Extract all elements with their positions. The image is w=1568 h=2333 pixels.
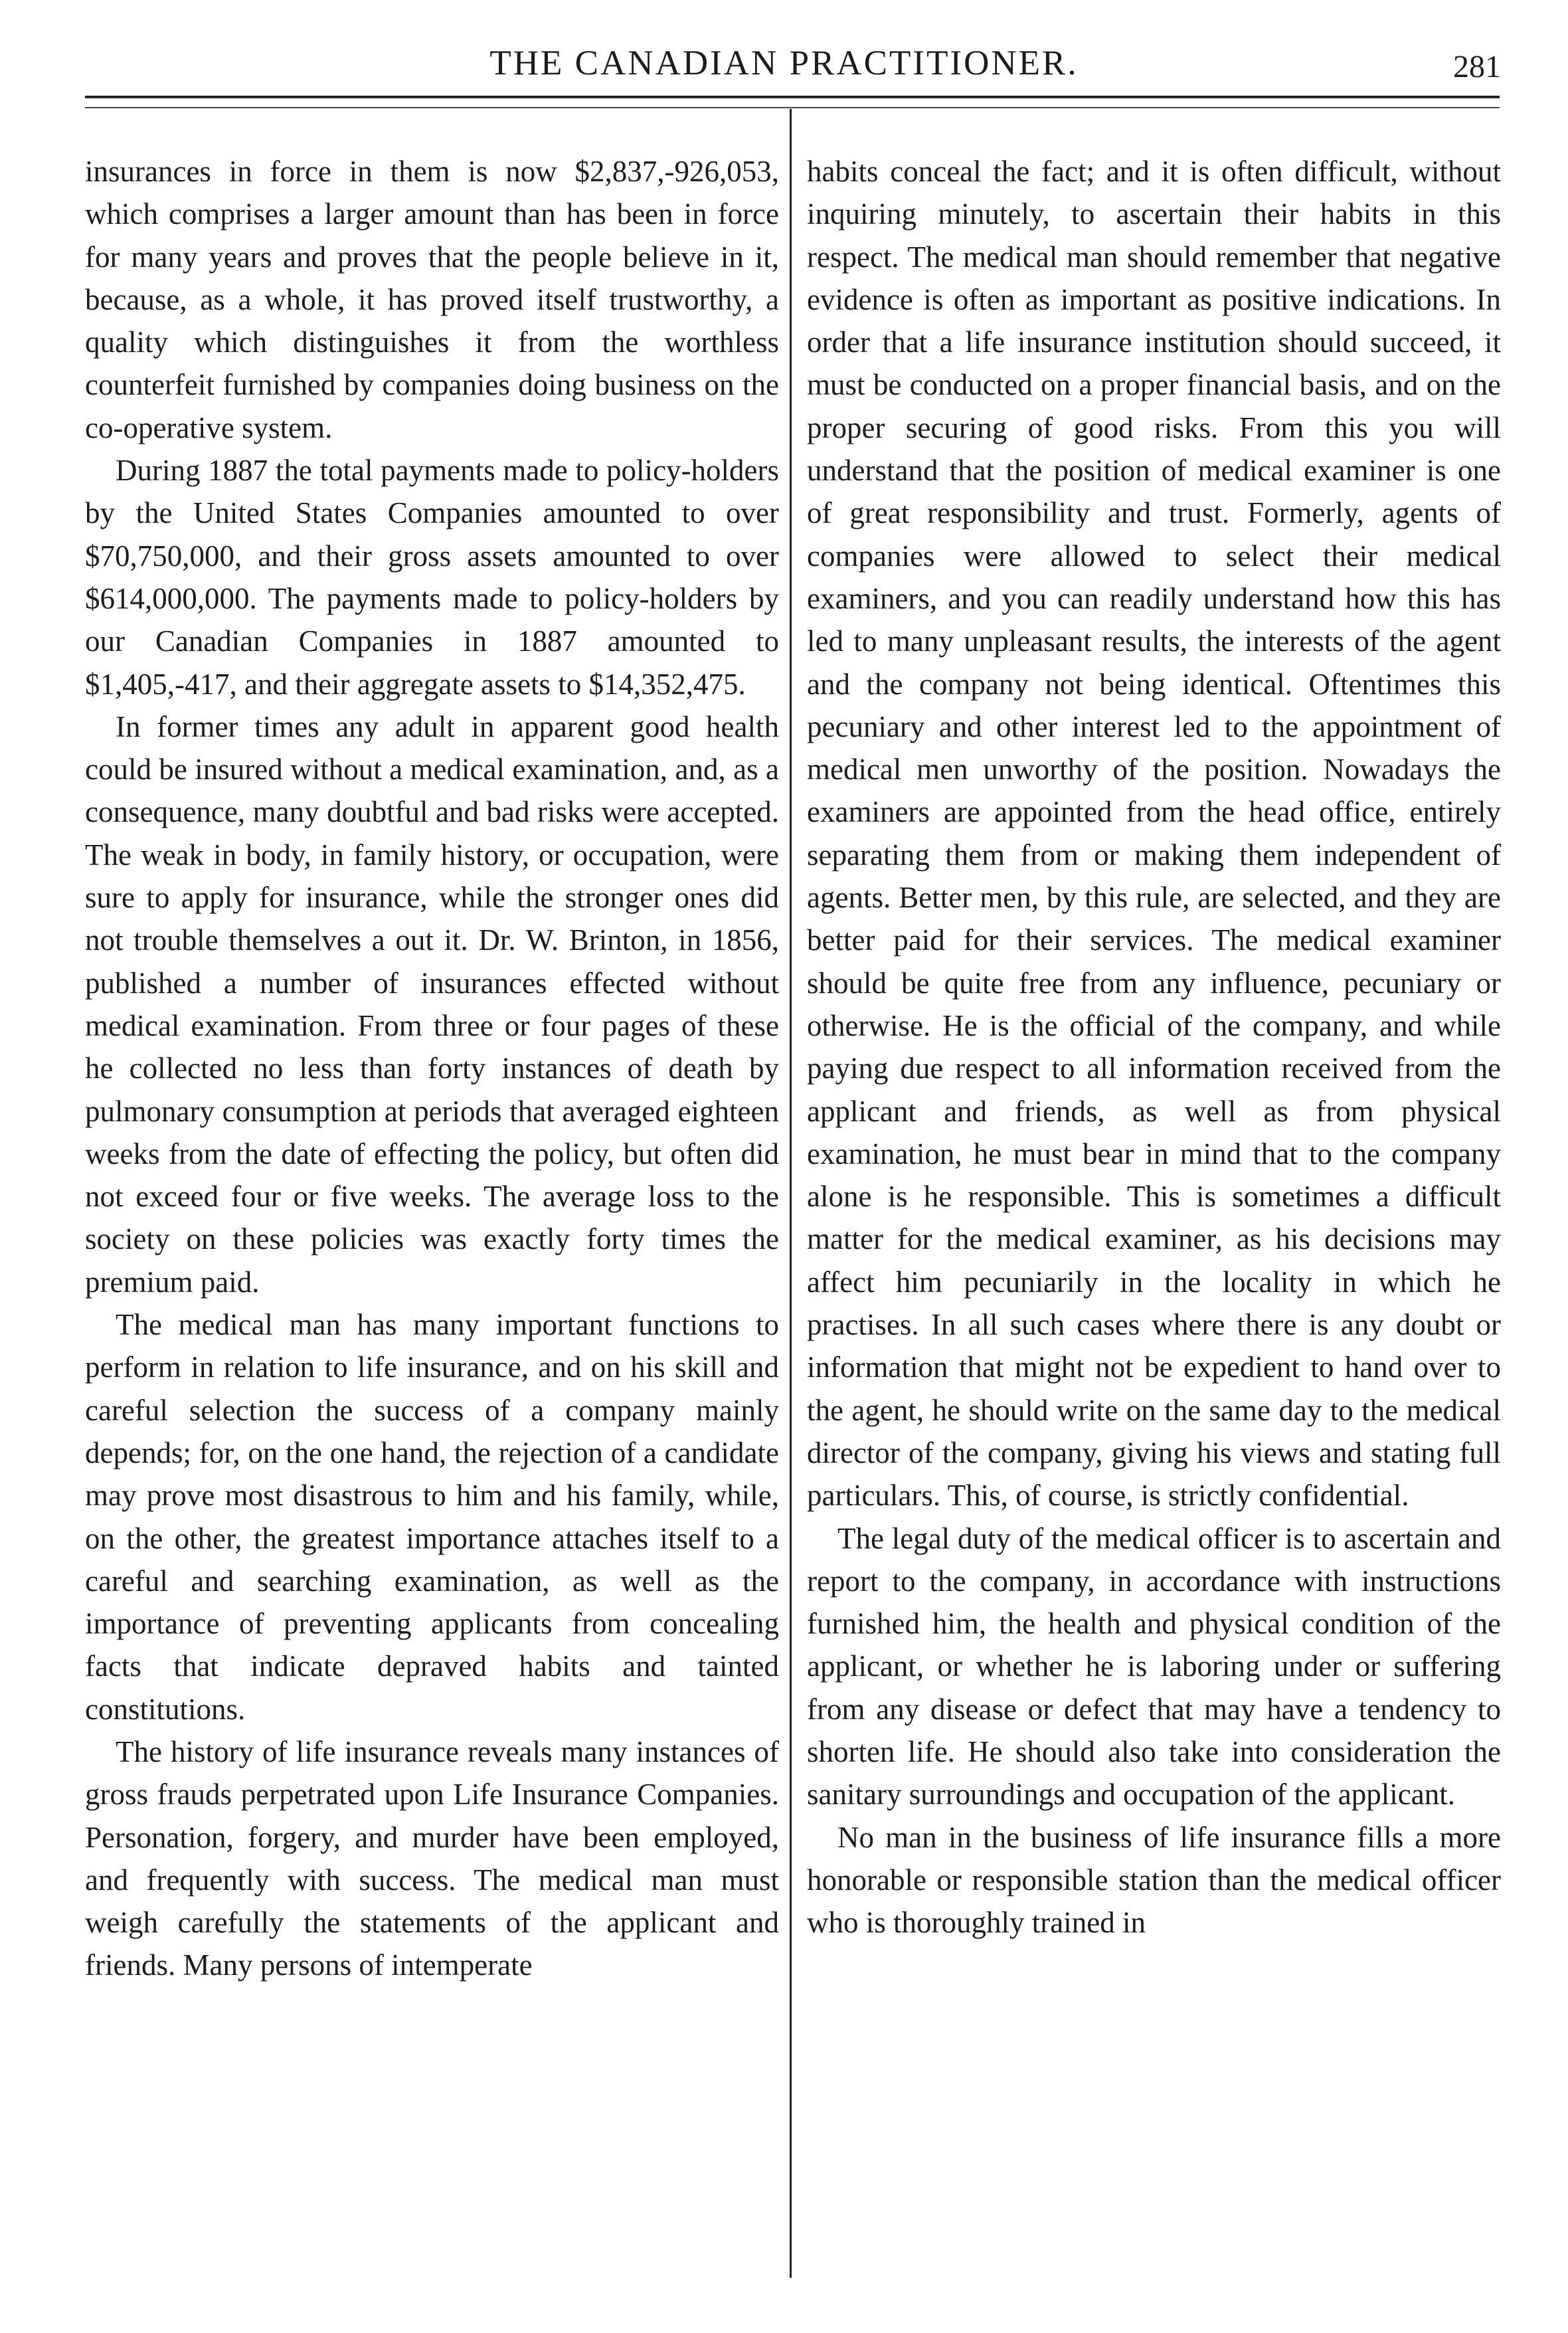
paragraph-payments-1887: During 1887 the total payments made to policy-holders by the United States Companies amounted to over $70,750,000, and their gross assets amounted to over $614,000,000. The payments made to policy-holders by our Canadian Companies in 1887 amounted to $1,405,-417, and their aggregate assets to $14,352,475. bbox=[85, 454, 779, 701]
paragraph-honorable-station: No man in the business of life insurance fills a more honorable or responsible station than the medical officer who is thoroughly trained in bbox=[807, 1820, 1501, 1940]
header-rule bbox=[85, 96, 1500, 98]
paragraph-frauds-history: The history of life insurance reveals many instances of gross frauds perpetrated upon Life Insurance Companies. Personation, forgery, and murder have been employed, and frequently with success. The medical man must weigh carefully the statements of the applicant and friends. Many persons of intemperate bbox=[85, 1734, 779, 1982]
right-column bbox=[807, 150, 1501, 1944]
page-number: 281 bbox=[1453, 49, 1501, 84]
running-header bbox=[0, 39, 1568, 92]
paragraph-former-times: In former times any adult in apparent good health could be insured without a medical examination, and, as a consequence, many doubtful and bad risks were accepted. The weak in body, in family history, or occupation, were sure to apply for insurance, while the stronger ones did not trouble themselves a out it. Dr. W. Brinton, in 1856, published a number of insurances effected without medical examination. From three or four pages of these he collected no less than forty instances of death by pulmonary consumption at periods that averaged eighteen weeks from the date of effecting the policy, but often did not exceed four or five weeks. The average loss to the society on these policies was exactly forty times the premium paid. bbox=[85, 709, 779, 1299]
header-rule-thin bbox=[85, 107, 1500, 108]
paragraph-medical-functions: The medical man has many important functions to perform in relation to life insurance, and on his skill and careful selection the success of a company mainly depends; for, on the one hand, the rejection of a candidate may prove most disastrous to him and his family, while, on the other, the greatest importance attaches itself to a careful and searching examination, as well as the importance of preventing applicants from concealing facts that indicate depraved habits and tainted constitutions. bbox=[85, 1308, 779, 1726]
column-divider bbox=[790, 109, 792, 2278]
paragraph-legal-duty: The legal duty of the medical officer is to ascertain and report to the company, in accordance with instructions furnished him, the health and physical condition of the applicant, or whether he is laboring under or suffering from any disease or defect that may have a tendency to shorten life. He should also take into consideration the sanitary surroundings and occupation of the applicant. bbox=[807, 1521, 1501, 1812]
paragraph-medical-examiner: habits conceal the fact; and it is often difficult, without inquiring minutely, to ascertain their habits in this respect. The medical man should remember that negative evidence is often as important as positive indications. In order that a life insurance institution should succeed, it must be conducted on a proper financial basis, and on the proper securing of good risks. From this you will understand that the position of medical examiner is one of great responsibility and trust. Formerly, agents of companies were allowed to select their medical examiners, and you can readily understand how this has led to many unpleasant results, the interests of the agent and the company not being identical. Oftentimes this pecuniary and other interest led to the appointment of medical men unworthy of the position. Nowadays the examiners are appointed from the head office, entirely separating them from or making them independent of agents. Better men, by this rule, are selected, and they are better paid for their services. The medical examiner should be quite free from any influence, pecuniary or otherwise. He is the official of the company, and while paying due respect to all information received from the applicant and friends, as well as from physical examination, he must bear in mind that to the company alone is he responsible. This is sometimes a difficult matter for the medical examiner, as his decisions may affect him pecuniarily in the locality in which he practises. In all such cases where there is any doubt or information that might not be expedient to hand over to the agent, he should write on the same day to the medical director of the company, giving his views and stating full particulars. This, of course, is strictly confidential. bbox=[807, 155, 1501, 1513]
paragraph-insurance-statistics: insurances in force in them is now $2,837,-926,053, which comprises a larger amount than has been in force for many years and proves that the people believe in it, because, as a whole, it has proved itself trustworthy, a quality which distinguishes it from the worthless counterfeit furnished by companies doing business on the co-operative system. bbox=[85, 155, 779, 444]
journal-title: THE CANADIAN PRACTITIONER. bbox=[489, 44, 1079, 82]
left-column bbox=[85, 150, 779, 1987]
